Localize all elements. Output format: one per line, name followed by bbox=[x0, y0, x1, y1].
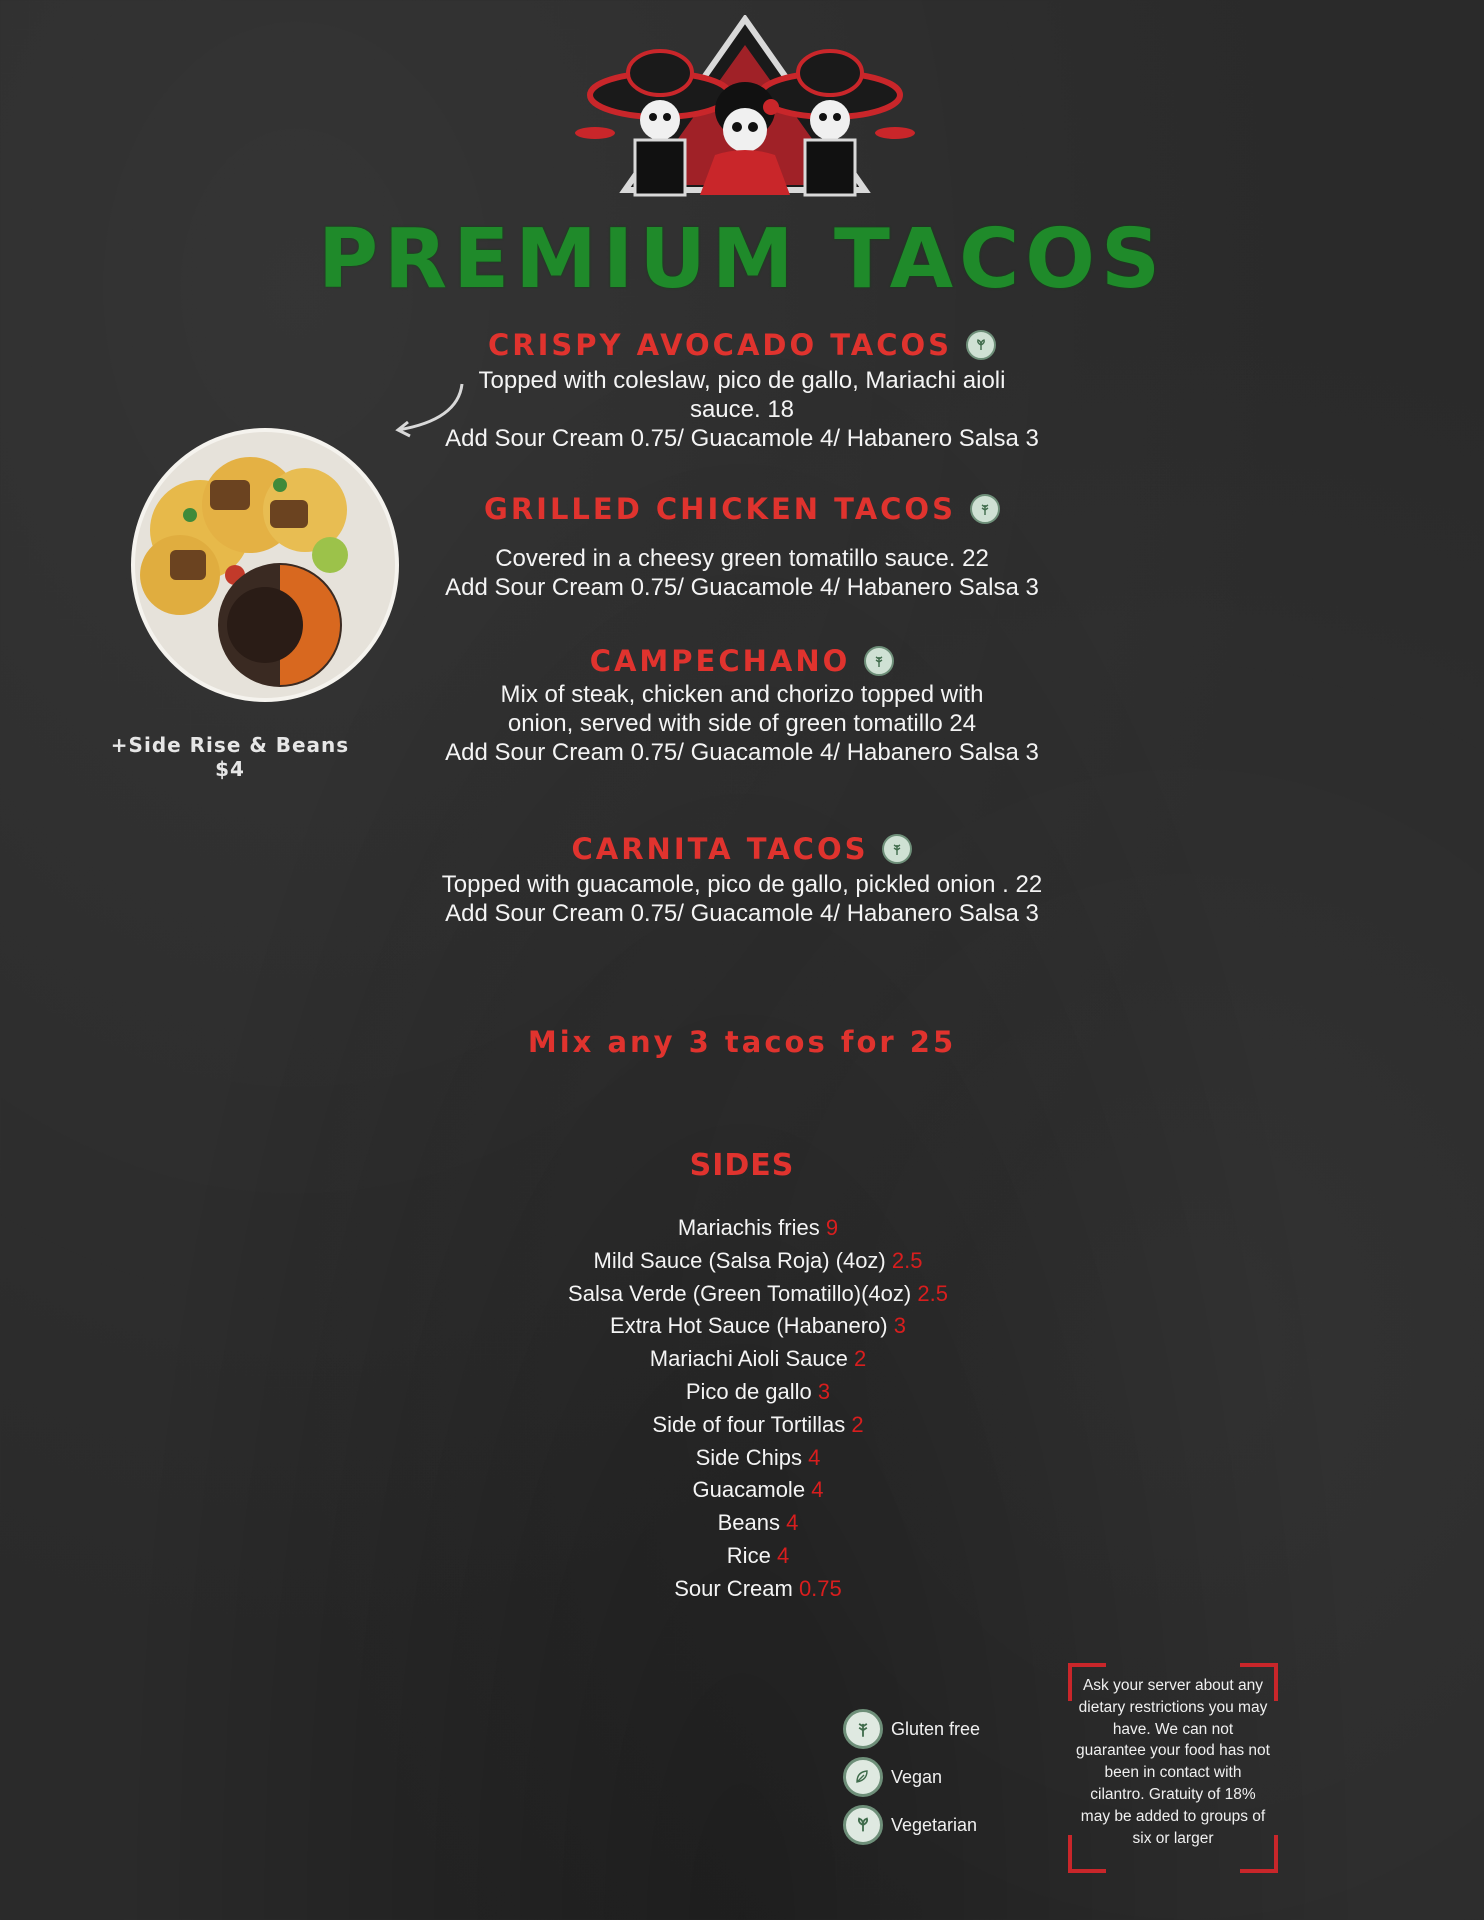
side-price: 2.5 bbox=[891, 1247, 923, 1273]
item-desc-line: Topped with coleslaw, pico de gallo, Mariachi aioli bbox=[478, 367, 1006, 394]
legend-vegan bbox=[843, 1753, 980, 1801]
item-desc-line: Add Sour Cream 0.75/ Guacamole 4/ Habanero Salsa 3 bbox=[445, 425, 1039, 452]
list-item: Side Chips 4 bbox=[695, 1444, 821, 1470]
list-item: Extra Hot Sauce (Habanero) 3 bbox=[610, 1313, 906, 1339]
item-name: CRISPY AVOCADO TACOS bbox=[487, 328, 953, 362]
item-name: CAMPECHANO bbox=[589, 644, 851, 678]
list-item: Pico de gallo 3 bbox=[685, 1378, 831, 1404]
side-price: 4 bbox=[786, 1510, 799, 1536]
item-desc-line: Topped with guacamole, pico de gallo, pickled onion . 22 bbox=[441, 871, 1043, 898]
list-item: Salsa Verde (Green Tomatillo)(4oz) 2.5 bbox=[568, 1280, 948, 1306]
side-price: 2 bbox=[853, 1346, 867, 1372]
gluten-free-icon bbox=[864, 646, 894, 676]
mariachi-skeleton-logo bbox=[565, 15, 925, 200]
notice-text: Ask your server about any dietary restrictions you may have. We can not guarantee your food has not been in contact with cilantro. Gratuity of 18% may be added to groups of six or larger bbox=[1076, 1677, 1270, 1847]
item-desc-line: onion, served with side of green tomatillo 24 bbox=[507, 710, 977, 737]
side-price: 4 bbox=[811, 1477, 824, 1503]
list-item: Mariachi Aioli Sauce 2 bbox=[649, 1346, 867, 1372]
sides-list bbox=[0, 1212, 1484, 1606]
list-item: Beans 4 bbox=[717, 1510, 799, 1536]
side-price: 2 bbox=[851, 1411, 864, 1437]
list-item: Guacamole 4 bbox=[692, 1477, 824, 1503]
item-name: CARNITA TACOS bbox=[571, 832, 869, 866]
side-rice-beans-note: +Side Rise & Beans $4 bbox=[110, 733, 350, 781]
legend-label: Vegetarian bbox=[891, 1814, 978, 1835]
item-desc-line: Covered in a cheesy green tomatillo sauce. 22 bbox=[495, 545, 989, 572]
list-item: Rice 4 bbox=[726, 1542, 790, 1568]
item-name: GRILLED CHICKEN TACOS bbox=[484, 492, 956, 526]
vegan-icon bbox=[843, 1757, 883, 1797]
pointer-arrow-icon bbox=[392, 380, 472, 440]
legend-label: Gluten free bbox=[891, 1718, 981, 1739]
legend-gluten-free bbox=[843, 1705, 980, 1753]
item-desc-line: Mix of steak, chicken and chorizo topped with bbox=[500, 681, 984, 708]
tacos-plate-photo bbox=[130, 425, 400, 705]
legend-vegetarian bbox=[843, 1801, 980, 1849]
side-price: 3 bbox=[817, 1378, 831, 1404]
gluten-free-icon bbox=[970, 494, 1000, 524]
side-price: 4 bbox=[776, 1542, 790, 1568]
side-price: 4 bbox=[808, 1444, 821, 1470]
menu-item-carnita bbox=[0, 832, 1484, 928]
side-price: 0.75 bbox=[798, 1575, 842, 1601]
sides-heading: SIDES bbox=[689, 1148, 795, 1183]
vegetarian-icon bbox=[843, 1805, 883, 1845]
gluten-free-icon bbox=[843, 1709, 883, 1749]
item-desc-line: Add Sour Cream 0.75/ Guacamole 4/ Habanero Salsa 3 bbox=[445, 739, 1039, 766]
legend-label: Vegan bbox=[891, 1766, 943, 1787]
list-item: Side of four Tortillas 2 bbox=[652, 1411, 864, 1437]
side-price: 9 bbox=[825, 1215, 839, 1240]
item-desc-line: Add Sour Cream 0.75/ Guacamole 4/ Habanero Salsa 3 bbox=[445, 900, 1039, 927]
list-item: Mariachis fries 9 bbox=[677, 1215, 839, 1240]
item-desc-line: sauce. 18 bbox=[689, 396, 795, 423]
side-price: 2.5 bbox=[917, 1280, 948, 1306]
list-item: Mild Sauce (Salsa Roja) (4oz) 2.5 bbox=[593, 1247, 923, 1273]
gluten-free-icon bbox=[882, 834, 912, 864]
vegetarian-icon bbox=[966, 330, 996, 360]
taco-deal: Mix any 3 tacos for 25 bbox=[527, 1025, 957, 1059]
dietary-legend bbox=[843, 1705, 980, 1849]
side-price: 3 bbox=[893, 1313, 906, 1339]
menu-title: PREMIUM TACOS bbox=[317, 212, 1167, 307]
list-item: Sour Cream 0.75 bbox=[674, 1575, 842, 1601]
dietary-notice bbox=[1068, 1663, 1278, 1873]
item-desc-line: Add Sour Cream 0.75/ Guacamole 4/ Habanero Salsa 3 bbox=[445, 574, 1039, 601]
